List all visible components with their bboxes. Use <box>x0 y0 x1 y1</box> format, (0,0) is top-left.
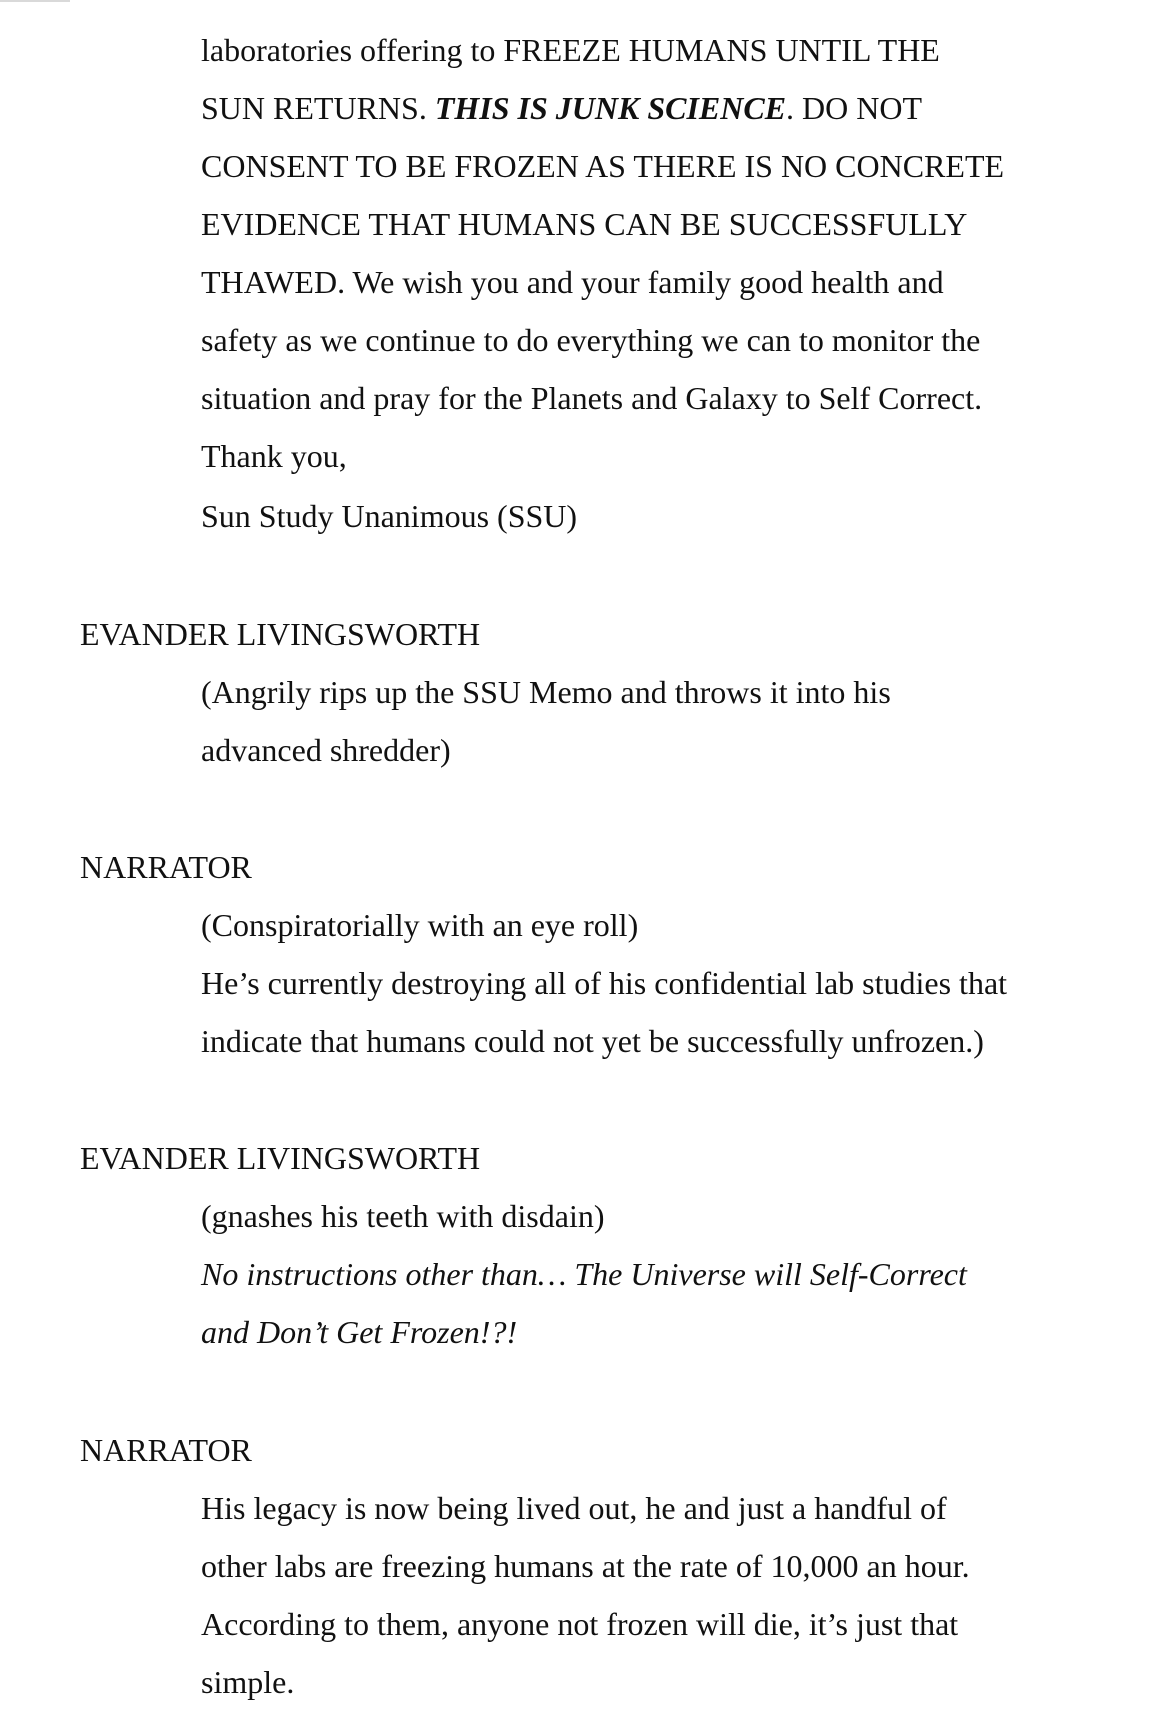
memo-line-6: safety as we continue to do everything we can to monitor the <box>201 322 981 358</box>
evander-2-dialogue-line-1: No instructions other than… The Universe will Self-Correct <box>201 1256 967 1292</box>
memo-line-3: CONSENT TO BE FROZEN AS THERE IS NO CONCRETE <box>201 148 1005 184</box>
narrator-2-line-2: other labs are freezing humans at the rate of 10,000 an hour. <box>201 1548 970 1584</box>
stage-direction-1-line-1: (Angrily rips up the SSU Memo and throws it into his <box>201 674 891 710</box>
speaker-evander-1: EVANDER LIVINGSWORTH <box>80 616 481 652</box>
narrator-1-direction: (Conspiratorially with an eye roll) <box>201 907 639 943</box>
memo-line-2 <box>201 88 922 128</box>
memo-line-4: EVIDENCE THAT HUMANS CAN BE SUCCESSFULLY <box>201 206 968 242</box>
evander-2-direction: (gnashes his teeth with disdain) <box>201 1198 605 1234</box>
evander-2-dialogue-line-2: and Don’t Get Frozen!?! <box>201 1314 518 1350</box>
narrator-2-line-3: According to them, anyone not frozen will die, it’s just that <box>201 1606 959 1642</box>
memo-signoff: Thank you, <box>201 438 347 474</box>
junk-science-emphasis: THIS IS JUNK SCIENCE <box>434 90 787 126</box>
narrator-2-line-1: His legacy is now being lived out, he and just a handful of <box>201 1490 947 1526</box>
memo-line-5: THAWED. We wish you and your family good health and <box>201 264 944 300</box>
narrator-2-line-4: simple. <box>201 1664 295 1700</box>
speaker-evander-2: EVANDER LIVINGSWORTH <box>80 1140 481 1176</box>
page-edge-mark <box>0 0 70 2</box>
memo-line-2-start: SUN RETURNS. <box>201 90 435 126</box>
stage-direction-1-line-2: advanced shredder) <box>201 732 451 768</box>
narrator-1-line-1: He’s currently destroying all of his confidential lab studies that <box>201 965 1008 1001</box>
memo-line-1: laboratories offering to FREEZE HUMANS UNTIL THE <box>201 32 940 68</box>
memo-line-2-end: . DO NOT <box>786 90 923 126</box>
narrator-1-line-2: indicate that humans could not yet be successfully unfrozen.) <box>201 1023 984 1059</box>
speaker-narrator-2: NARRATOR <box>80 1432 252 1468</box>
speaker-narrator-1: NARRATOR <box>80 849 252 885</box>
memo-signature: Sun Study Unanimous (SSU) <box>201 498 578 534</box>
memo-line-7: situation and pray for the Planets and Galaxy to Self Correct. <box>201 380 983 416</box>
